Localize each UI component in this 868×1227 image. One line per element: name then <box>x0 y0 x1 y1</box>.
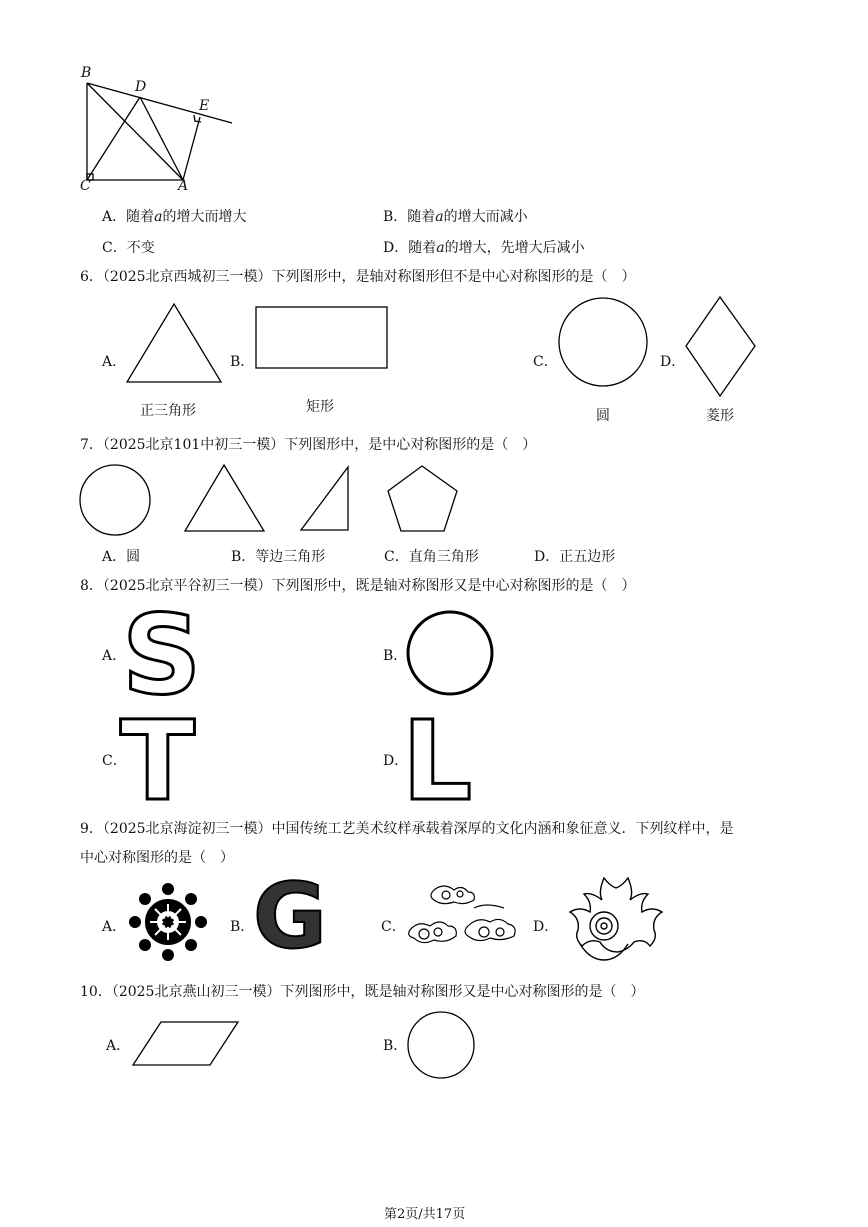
q6-option-c-label[interactable]: C． <box>533 354 558 370</box>
point-label-a: A <box>178 178 189 194</box>
q9-stem-line2: 中心对称图形的是（ ） <box>80 850 234 866</box>
q8-letter-o-shape <box>406 610 496 696</box>
q10-option-b-label[interactable]: B． <box>383 1038 408 1054</box>
q6-stem: 6．（2025北京西城初三一模）下列图形中，是轴对称图形但不是中心对称图形的是（ ） <box>80 269 636 285</box>
q9-pattern-a-icon <box>126 880 210 964</box>
q5-option-b[interactable]: B．随着a的增大而减小 <box>383 209 528 225</box>
q9-pattern-b-icon: G <box>253 864 327 969</box>
q6-caption-c: 圆 <box>596 408 610 424</box>
q8-letter-t: T <box>120 697 196 825</box>
q6-option-b-label[interactable]: B． <box>230 354 255 370</box>
q6-triangle-shape <box>125 303 223 385</box>
q8-option-a-label[interactable]: A． <box>102 648 127 664</box>
q7-option-a[interactable]: A．圆 <box>102 549 141 565</box>
q9-option-a-label[interactable]: A． <box>102 919 127 935</box>
q10-stem: 10．（2025北京燕山初三一模）下列图形中，既是轴对称图形又是中心对称图形的是（ ） <box>80 984 645 1000</box>
point-label-b: B <box>81 65 92 81</box>
q7-stem: 7．（2025北京101中初三一模）下列图形中，是中心对称图形的是（ ） <box>80 437 537 453</box>
point-label-d: D <box>135 79 147 95</box>
q5-option-c[interactable]: C．不变 <box>102 240 155 256</box>
q5-geometry-figure <box>70 60 250 200</box>
q7-option-d[interactable]: D．正五边形 <box>534 549 616 565</box>
q8-option-c-label[interactable]: C． <box>102 753 127 769</box>
q7-option-c[interactable]: C．直角三角形 <box>384 549 479 565</box>
q9-stem-line1: 9．（2025北京海淀初三一模）中国传统工艺美术纹样承载着深厚的文化内涵和象征意义．下列纹样中，是 <box>80 821 734 837</box>
q9-option-b-label[interactable]: B． <box>230 919 255 935</box>
q9-pattern-d-icon <box>560 874 648 966</box>
q6-rhombus-shape <box>685 296 757 398</box>
q6-option-a-label[interactable]: A． <box>102 354 127 370</box>
q6-caption-b: 矩形 <box>306 399 334 415</box>
q7-circle-shape <box>78 464 152 538</box>
q6-rectangle-shape <box>255 306 389 370</box>
point-label-e: E <box>199 98 210 114</box>
q8-option-b-label[interactable]: B． <box>383 648 408 664</box>
q6-caption-d: 菱形 <box>706 408 734 424</box>
q6-circle-shape <box>557 296 649 388</box>
q5-option-a[interactable]: A．随着a的增大而增大 <box>102 209 247 225</box>
q7-triangle-shape <box>184 464 266 534</box>
q9-pattern-c-icon <box>404 882 524 958</box>
q8-option-d-label[interactable]: D． <box>383 753 409 769</box>
q8-letter-l: L <box>402 697 473 825</box>
q8-letter-s: S <box>122 591 202 719</box>
q9-option-c-label[interactable]: C． <box>381 919 406 935</box>
q6-caption-a: 正三角形 <box>140 403 196 419</box>
q10-circle-shape <box>406 1010 476 1080</box>
q10-option-a-label[interactable]: A． <box>106 1038 131 1054</box>
q5-option-d[interactable]: D．随着a的增大，先增大后减小 <box>383 240 585 256</box>
q6-option-d-label[interactable]: D． <box>660 354 686 370</box>
q7-option-b[interactable]: B．等边三角形 <box>231 549 326 565</box>
q7-pentagon-shape <box>386 464 460 534</box>
q8-stem: 8．（2025北京平谷初三一模）下列图形中，既是轴对称图形又是中心对称图形的是（ ） <box>80 578 636 594</box>
q9-option-d-label[interactable]: D． <box>533 919 559 935</box>
q7-right-triangle-shape <box>300 466 352 532</box>
q10-parallelogram-shape <box>132 1020 240 1068</box>
page-footer: 第2页/共17页 <box>384 1207 466 1222</box>
point-label-c: C <box>80 178 91 194</box>
